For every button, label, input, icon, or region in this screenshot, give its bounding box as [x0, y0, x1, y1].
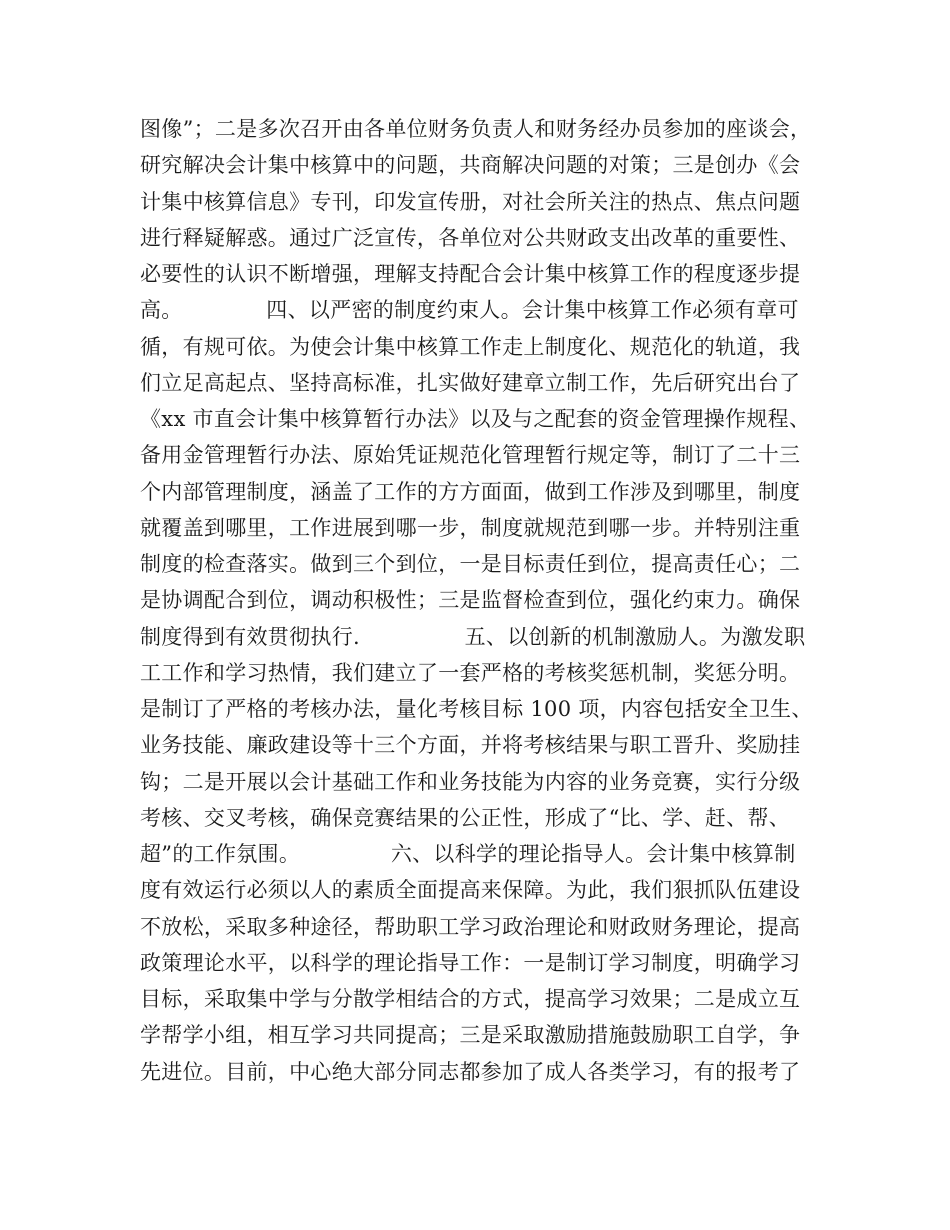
text-line: 个内部管理制度，涵盖了工作的方方面面，做到工作涉及到哪里，制度	[140, 479, 801, 504]
text-line: 是制订了严格的考核办法，量化考核目标 100 项，内容包括安全卫生、	[140, 697, 813, 721]
text-line: 研究解决会计集中核算中的问题，共商解决问题的对策；三是创办《会	[140, 153, 801, 178]
text-line: 不放松，采取多种途径，帮助职工学习政治理论和财政财务理论，提高	[140, 914, 801, 939]
text-line: 《xx 市直会计集中核算暂行办法》以及与之配套的资金管理操作规程、	[140, 407, 811, 431]
text-line: 学帮学小组，相互学习共同提高；三是采取激励措施鼓励职工自学，争	[140, 1023, 801, 1048]
text-line: 进行释疑解惑。通过广泛宣传，各单位对公共财政支出改革的重要性、	[140, 225, 801, 250]
text-line: 工工作和学习热情，我们建立了一套严格的考核奖惩机制，奖惩分明。	[140, 660, 801, 685]
text-line: 图像”；二是多次召开由各单位财务负责人和财务经办员参加的座谈会，	[140, 117, 812, 141]
text-line: 政策理论水平，以科学的理论指导工作：一是制订学习制度，明确学习	[140, 950, 801, 975]
text-line: 备用金管理暂行办法、原始凭证规范化管理暂行规定等，制订了二十三	[140, 443, 801, 468]
text-line: 高。 四、以严密的制度约束人。会计集中核算工作必须有章可	[140, 298, 799, 323]
text-line: 目标，采取集中学与分散学相结合的方式，提高学习效果；二是成立互	[140, 987, 801, 1011]
text-line: 业务技能、廉政建设等十三个方面，并将考核结果与职工晋升、奖励挂	[140, 733, 801, 758]
text-line: 制度得到有效贯彻执行. 五、以创新的机制激励人。为激发职	[140, 624, 806, 649]
text-line: 们立足高起点、坚持高标准，扎实做好建章立制工作，先后研究出台了	[140, 370, 801, 395]
text-line: 是协调配合到位，调动积极性；三是监督检查到位，强化约束力。确保	[140, 588, 801, 613]
text-line: 度有效运行必须以人的素质全面提高来保障。为此，我们狠抓队伍建设	[140, 878, 801, 903]
text-line: 先进位。目前，中心绝大部分同志都参加了成人各类学习，有的报考了	[140, 1059, 801, 1084]
text-line: 循，有规可依。为使会计集中核算工作走上制度化、规范化的轨道，我	[140, 334, 801, 359]
text-line: 钩；二是开展以会计基础工作和业务技能为内容的业务竞赛，实行分级	[140, 769, 801, 794]
text-line: 制度的检查落实。做到三个到位，一是目标责任到位，提高责任心；二	[140, 552, 801, 576]
text-line: 超”的工作氛围。 六、以科学的理论指导人。会计集中核算制	[140, 842, 796, 866]
text-line: 就覆盖到哪里，工作进展到哪一步，制度就规范到哪一步。并特别注重	[140, 515, 801, 540]
text-line: 计集中核算信息》专刊，印发宣传册，对社会所关注的热点、焦点问题	[140, 189, 801, 214]
text-line: 必要性的认识不断增强，理解支持配合会计集中核算工作的程度逐步提	[140, 262, 801, 286]
text-line: 考核、交叉考核，确保竞赛结果的公正性，形成了“比、学、赶、帮、	[140, 805, 791, 830]
body-text	[140, 111, 840, 1090]
